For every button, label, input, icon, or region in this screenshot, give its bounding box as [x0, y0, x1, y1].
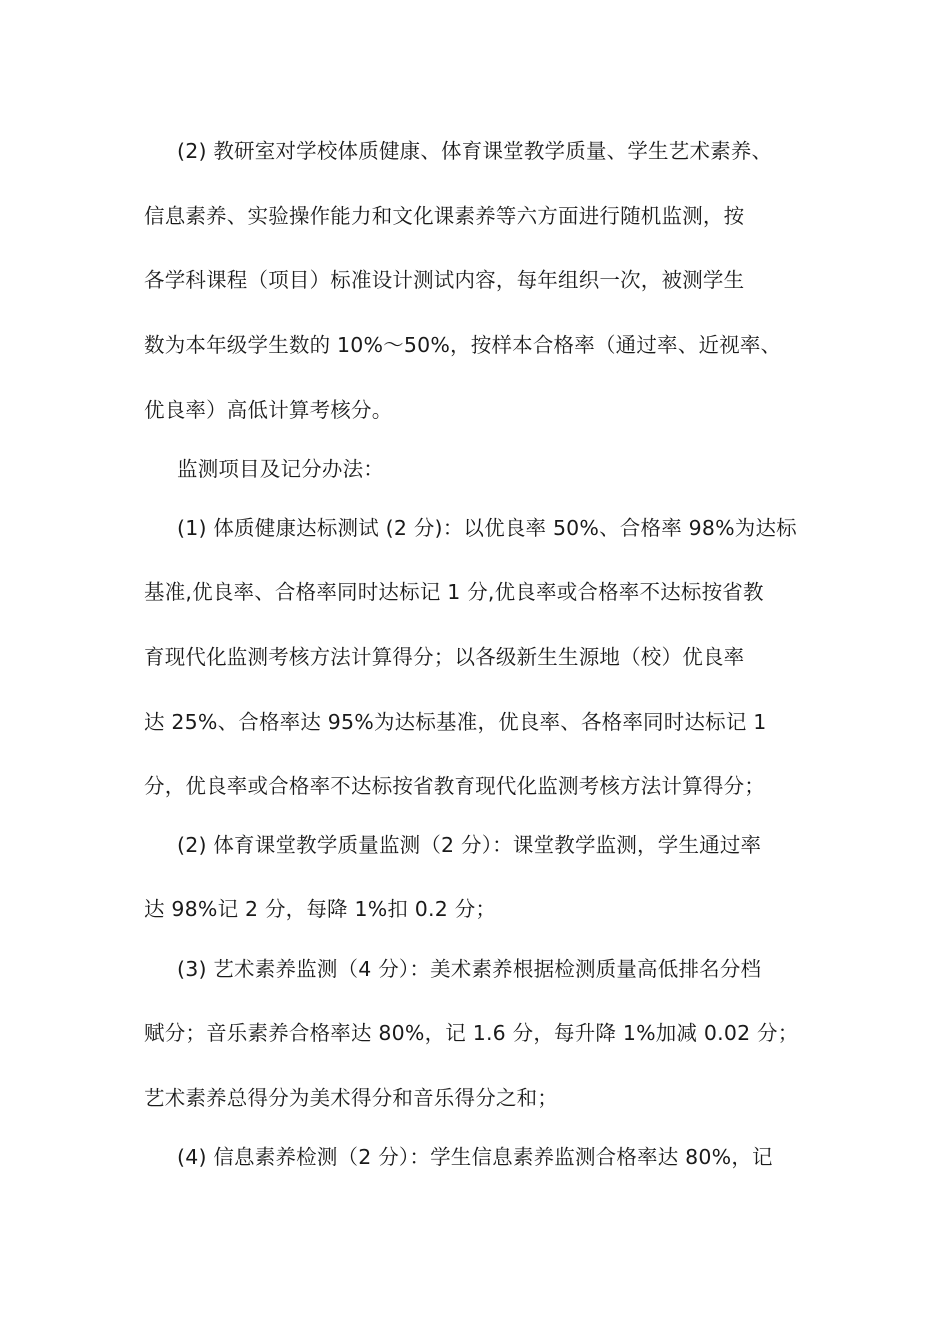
paragraph-line: 赋分；音乐素养合格率达 80%，记 1.6 分，每升降 1%加减 0.02 分；	[144, 1021, 799, 1045]
paragraph-line: 分，优良率或合格率不达标按省教育现代化监测考核方法计算得分；	[144, 774, 765, 798]
paragraph-line: 信息素养、实验操作能力和文化课素养等六方面进行随机监测，按	[144, 204, 745, 228]
paragraph-line: 艺术素养总得分为美术得分和音乐得分之和；	[144, 1086, 558, 1110]
paragraph-line: 基准,优良率、合格率同时达标记 1 分,优良率或合格率不达标按省教	[144, 580, 764, 604]
paragraph-line: 优良率）高低计算考核分。	[144, 398, 393, 422]
paragraph-line: (4) 信息素养检测（2 分）：学生信息素养监测合格率达 80%，记	[177, 1145, 773, 1169]
paragraph-line: 达 98%记 2 分，每降 1%扣 0.2 分；	[144, 897, 497, 921]
paragraph-line: 数为本年级学生数的 10%～50%，按样本合格率（通过率、近视率、	[144, 333, 782, 357]
paragraph-line: 各学科课程（项目）标准设计测试内容，每年组织一次，被测学生	[144, 268, 745, 292]
paragraph-line: 育现代化监测考核方法计算得分；以各级新生生源地（校）优良率	[144, 645, 745, 669]
paragraph-line: (2) 体育课堂教学质量监测（2 分）：课堂教学监测，学生通过率	[177, 833, 762, 857]
paragraph-line: (2) 教研室对学校体质健康、体育课堂教学质量、学生艺术素养、	[177, 139, 773, 163]
paragraph-line: (1) 体质健康达标测试 (2 分)：以优良率 50%、合格率 98%为达标	[177, 516, 797, 540]
paragraph-line: (3) 艺术素养监测（4 分）：美术素养根据检测质量高低排名分档	[177, 957, 762, 981]
section-heading: 监测项目及记分办法：	[177, 457, 384, 481]
paragraph-line: 达 25%、合格率达 95%为达标基准，优良率、各格率同时达标记 1	[144, 710, 767, 734]
